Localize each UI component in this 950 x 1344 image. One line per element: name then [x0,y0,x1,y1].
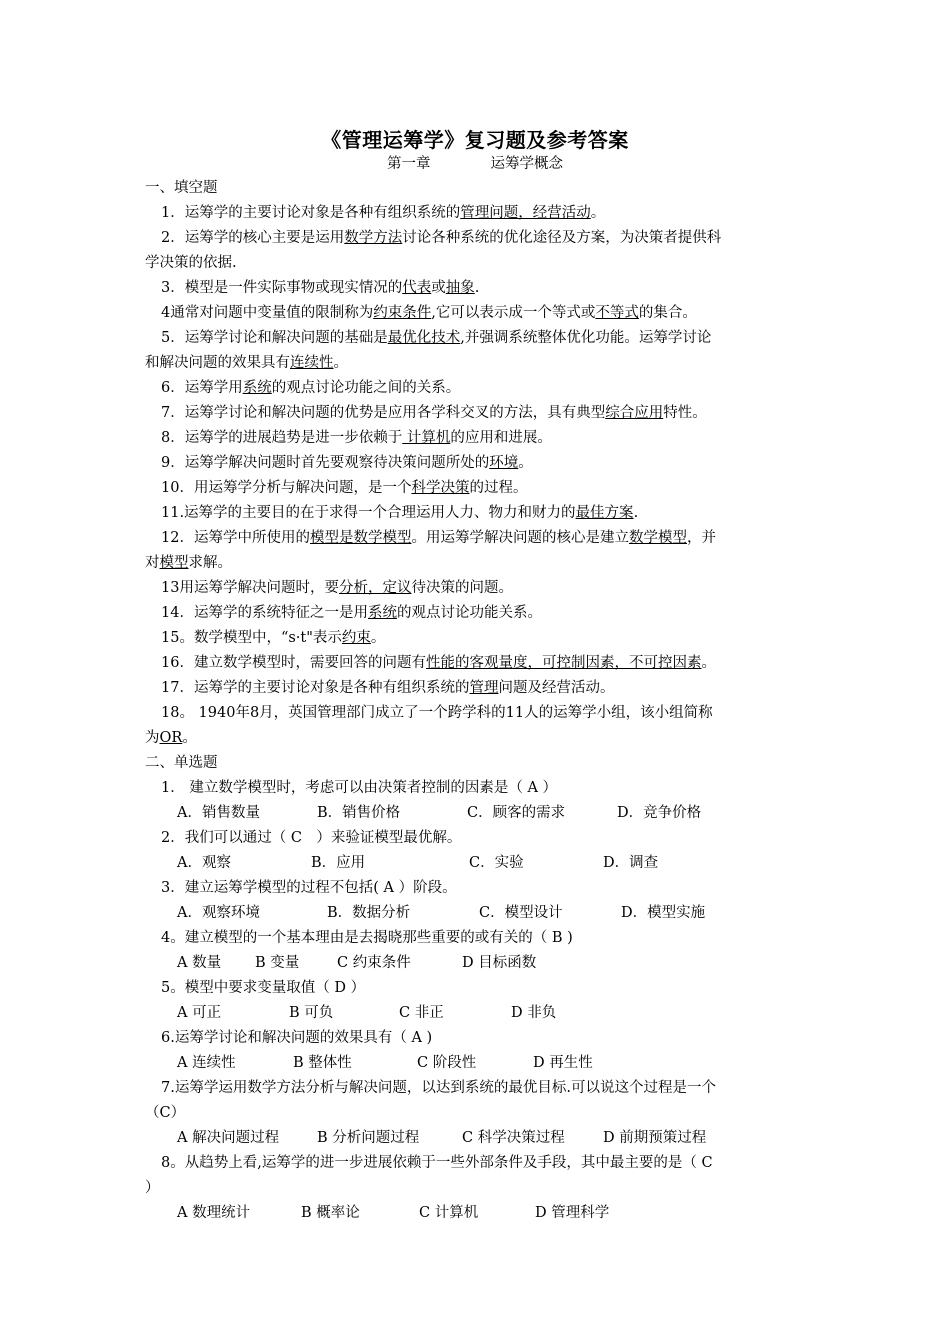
fill-question [145,576,810,601]
question-text: 讨论各种系统的优化途径及方案，为决策者提供科 [402,230,722,246]
question-text: 。 [518,455,533,471]
fill-question [145,401,810,426]
mc-option: C 非正 [399,1005,444,1021]
question-text: 。 [370,630,386,646]
question-text: 6．运筹学用 [161,380,243,396]
mc-question: 7.运筹学运用数学方法分析与解决问题，以达到系统的最优目标.可以说这个过程是一个 [161,1080,716,1096]
question-text: 7．运筹学讨论和解决问题的优势是应用各学科交叉的方法，具有典型 [161,405,606,421]
fill-question [145,626,810,651]
question-text: 。 [590,205,606,221]
mc-option: C 计算机 [419,1205,479,1221]
mc-option: A 数量 [177,955,222,971]
mc-question: 1． 建立数学模型时，考虑可以由决策者控制的因素是（ A ） [161,780,558,796]
question-text: 待决策的问题。 [411,580,513,596]
mc-option: A．销售数量 [177,805,260,821]
answer-text: 模型是数学模型 [309,530,412,546]
question-text: 15。数学模型中，“s·t"表示 [161,630,342,646]
fill-question [145,376,810,401]
mc-options [145,1201,810,1226]
question-continuation: 学决策的依据. [145,255,237,271]
question-text: 11.运筹学的主要目的在于求得一个合理运用人力、物力和财力的 [161,505,576,521]
mc-option: D 管理科学 [535,1205,610,1221]
mc-option: D．调查 [603,855,659,871]
question-text: 。 [333,355,348,371]
mc-question: 5。模型中要求变量取值（ D ） [161,980,366,996]
mc-option: A 连续性 [177,1055,236,1071]
question-text: ,它可以表示成一个等式或 [431,305,596,321]
mc-options [145,1051,810,1076]
mc-option: B．应用 [311,855,366,871]
question-continuation [145,351,810,376]
fill-question [145,476,810,501]
mc-option: C 阶段性 [417,1055,477,1071]
question-text: 的应用和进展。 [450,430,552,446]
mc-question: 4。建立模型的一个基本理由是去揭晓那些重要的或有关的（ B ) [161,930,573,946]
answer-text: 模型 [159,555,189,571]
document-title: 《管理运筹学》复习题及参考答案 [321,128,629,152]
answer-text: 系统 [242,380,272,396]
question-text: 特性。 [663,405,707,421]
mc-option: C．模型设计 [479,905,563,921]
question-text: 8．运筹学的进展趋势是进一步依赖于 [161,430,403,446]
question-text: ，并 [686,530,716,546]
fill-question: 18。 1940年8月，英国管理部门成立了一个跨学科的11人的运筹学小组，该小组简称 [161,705,713,721]
mc-option: B 概率论 [301,1205,360,1221]
question-text: 4通常对问题中变量值的限制称为 [161,305,374,321]
mc-options [145,1126,810,1151]
question-text: 17．运筹学的主要讨论对象是各种有组织系统的 [161,680,470,696]
mc-options [145,801,810,826]
question-text: 的观点讨论功能关系。 [396,605,542,621]
mc-options [145,851,810,876]
mc-option: C 科学决策过程 [462,1130,565,1146]
question-text: 16．建立数学模型时，需要回答的问题有 [161,655,426,671]
mc-option: D．模型实施 [621,905,706,921]
fill-question [145,226,810,251]
mc-option: B．数据分析 [327,905,411,921]
mc-question: 2．我们可以通过（ C ）来验证模型最优解。 [161,830,462,846]
mc-option: D 非负 [511,1005,557,1021]
question-text: 。 [701,655,716,671]
answer-text: 数学方法 [344,230,403,246]
answer-text: 抽象 [445,280,475,296]
question-text: 12．运筹学中所使用的 [161,530,310,546]
fill-question [145,526,810,551]
mc-option: D 前期预策过程 [603,1130,707,1146]
mc-option: D 再生性 [533,1055,593,1071]
mc-option: C．顾客的需求 [467,805,566,821]
mc-option: C 约束条件 [337,955,411,971]
mc-option: A 可正 [177,1005,222,1021]
fill-question [145,326,810,351]
mc-option: A 数理统计 [177,1205,251,1221]
answer-text: OR [159,730,183,746]
question-text: 10．用运筹学分析与解决问题，是一个 [161,480,412,496]
mc-option: B 可负 [289,1005,334,1021]
answer-text: 最优化技术 [387,330,461,346]
fill-question [145,426,810,451]
mc-option: D．竞争价格 [617,805,702,821]
fill-question [145,201,810,226]
answer-text: 性能的客观量度，可控制因素，不可控因素 [425,655,702,671]
fill-question [145,301,810,326]
answer-text: 科学决策 [411,480,470,496]
fill-question [145,676,810,701]
mc-option: B 整体性 [293,1055,352,1071]
fill-question [145,651,810,676]
chapter-number: 第一章 [387,156,431,172]
answer-text: 约束 [341,630,371,646]
question-text: 2．运筹学的核心主要是运用 [161,230,345,246]
question-continuation: （C） [145,1105,186,1121]
mc-option: B．销售价格 [317,805,401,821]
mc-question: 3．建立运筹学模型的过程不包括( A ）阶段。 [161,880,457,896]
mc-option: A．观察 [177,855,231,871]
question-continuation [145,551,810,576]
mc-option: B 分析问题过程 [317,1130,420,1146]
question-text: 求解。 [188,555,232,571]
question-text: 的集合。 [638,305,697,321]
question-text: 。 [182,730,197,746]
fill-question [145,601,810,626]
question-text: 为 [145,730,160,746]
answer-text: 连续性 [290,355,334,371]
question-continuation [145,726,810,751]
mc-option: C．实验 [469,855,524,871]
answer-text: 分析，定议 [338,580,412,596]
question-text: 。用运筹学解决问题的核心是建立 [411,530,629,546]
question-continuation: ） [145,1180,160,1196]
question-text: . [633,505,639,521]
question-text: 对 [145,555,160,571]
mc-option: A 解决问题过程 [177,1130,280,1146]
answer-text: 系统 [367,605,397,621]
answer-text: 管理 [469,680,499,696]
mc-options [145,901,810,926]
question-text: 14．运筹学的系统特征之一是用 [161,605,368,621]
answer-text: 约束条件 [373,305,432,321]
answer-text: 环境 [489,455,519,471]
mc-option: B 变量 [255,955,300,971]
question-text: 13用运筹学解决问题时，要 [161,580,339,596]
answer-text: 数学模型 [628,530,687,546]
mc-question: 6.运筹学讨论和解决问题的效果具有（ A ) [161,1030,433,1046]
mc-option: A．观察环境 [177,905,260,921]
answer-text: 计算机 [402,430,451,446]
question-text: . [474,280,480,296]
question-text: 的过程。 [469,480,528,496]
chapter-name: 运筹学概念 [490,156,563,172]
fill-question [145,501,810,526]
answer-text: 综合应用 [605,405,664,421]
answer-text: 代表 [402,280,432,296]
question-text: 3．模型是一件实际事物或现实情况的 [161,280,403,296]
answer-text: 不等式 [595,305,639,321]
question-text: 问题及经营活动。 [498,680,615,696]
question-text: 的观点讨论功能之间的关系。 [271,380,461,396]
question-text: ,并强调系统整体优化功能。运筹学讨论 [460,330,712,346]
document-body [145,176,810,1226]
mc-option: D 目标函数 [462,955,537,971]
question-text: 1．运筹学的主要讨论对象是各种有组织系统的 [161,205,461,221]
question-text: 5．运筹学讨论和解决问题的基础是 [161,330,388,346]
answer-text: 最佳方案 [575,505,634,521]
answer-text: 管理问题，经营活动 [460,205,591,221]
fill-question [145,451,810,476]
mc-options [145,951,810,976]
chapter-heading [0,152,950,173]
mc-question: 8。从趋势上看,运筹学的进一步进展依赖于一些外部条件及手段，其中最主要的是（ C [161,1155,713,1171]
section-heading: 一、填空题 [145,180,218,196]
question-text: 9．运筹学解决问题时首先要观察待决策问题所处的 [161,455,490,471]
question-text: 或 [431,280,446,296]
mc-options [145,1001,810,1026]
section-heading: 二、单选题 [145,755,218,771]
question-text: 和解决问题的效果具有 [145,355,290,371]
fill-question [145,276,810,301]
